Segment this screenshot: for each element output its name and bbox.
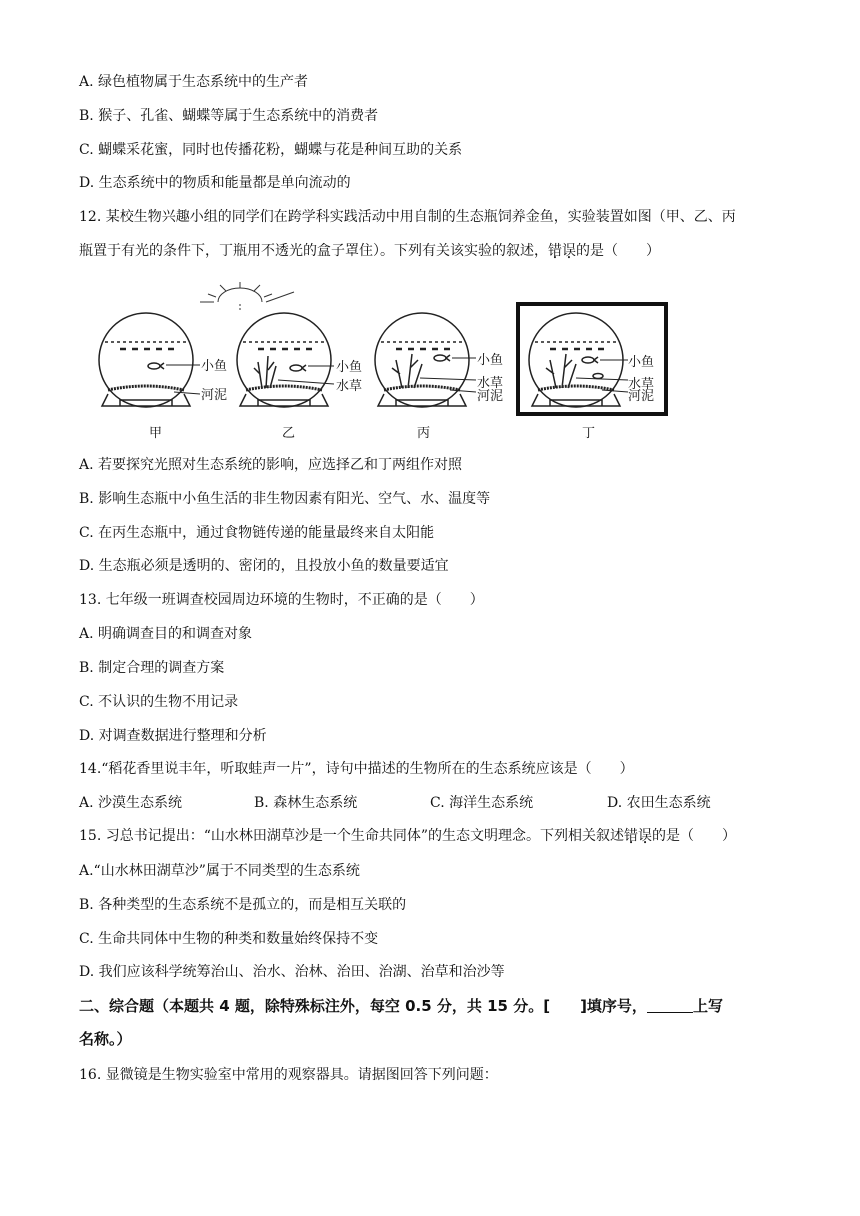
q15-emphasis-mark-1: 错 — [624, 828, 639, 844]
q11-option-b: B. 猴子、孔雀、蝴蝶等属于生态系统中的消费者 — [79, 108, 379, 124]
q15-option-c: C. 生命共同体中生物的种类和数量始终保持不变 — [79, 931, 379, 947]
label-bing-plant: 水草 — [477, 376, 504, 391]
label-yi-fish: 小鱼 — [336, 360, 363, 375]
q12-stem-line2-post: 的是（ ） — [576, 243, 660, 259]
jar-jia — [99, 313, 193, 407]
jar-bing — [375, 313, 469, 407]
section-2-heading-line1 — [79, 995, 723, 1017]
jar-caption-yi: 乙 — [282, 426, 296, 441]
q14-option-b: B. 森林生态系统 — [254, 795, 358, 811]
q12-emphasis-mark-2: 误 — [562, 243, 576, 259]
q12-option-a: A. 若要探究光照对生态系统的影响，应选择乙和丁两组作对照 — [79, 457, 463, 473]
q12-emphasis-mark-1: 错 — [548, 243, 562, 259]
section-2-heading-line2: 名称。） — [79, 1030, 132, 1048]
q13-option-b: B. 制定合理的调查方案 — [79, 660, 225, 676]
q13-option-c: C. 不认识的生物不用记录 — [79, 694, 239, 710]
label-bing-fish: 小鱼 — [477, 353, 504, 368]
q12-stem-line2-pre: 瓶置于有光的条件下，丁瓶用不透光的盒子罩住）。下列有关该实验的叙述， — [79, 243, 548, 259]
q15-option-a: A.“山水林田湖草沙”属于不同类型的生态系统 — [79, 863, 360, 879]
q15-stem — [79, 826, 736, 846]
label-bing-mud: 河泥 — [477, 389, 504, 404]
label-ding-fish: 小鱼 — [628, 355, 655, 370]
q13-stem: 13. 七年级一班调查校园周边环境的生物时，不正确的是（ ） — [79, 592, 484, 608]
label-jia-mud: 河泥 — [201, 388, 228, 403]
q12-option-c: C. 在丙生态瓶中，通过食物链传递的能量最终来自太阳能 — [79, 525, 435, 541]
q11-option-d: D. 生态系统中的物质和能量都是单向流动的 — [79, 175, 351, 191]
q15-option-b: B. 各种类型的生态系统不是孤立的，而是相互关联的 — [79, 897, 407, 913]
q14-stem: 14.“稻花香里说丰年，听取蛙声一片”，诗句中描述的生物所在的生态系统应该是（ ） — [79, 761, 634, 777]
sun-icon — [200, 282, 294, 310]
eco-bottle-figure — [90, 282, 690, 442]
q14-option-a: A. 沙漠生态系统 — [79, 795, 183, 811]
q13-option-a: A. 明确调查目的和调查对象 — [79, 626, 253, 642]
label-yi-plant: 水草 — [336, 379, 363, 394]
q15-option-d: D. 我们应该科学统筹治山、治水、治林、治田、治湖、治草和治沙等 — [79, 964, 505, 980]
section-2-heading-pre: 二、综合题（本题共 4 题，除特殊标注外，每空 0.5 分，共 15 分。[ ]填序号， — [79, 997, 647, 1015]
label-jia-fish: 小鱼 — [201, 359, 228, 374]
q15-stem-post: 的是（ ） — [652, 828, 737, 844]
q16-stem: 16. 显微镜是生物实验室中常用的观察器具。请据图回答下列问题： — [79, 1067, 498, 1083]
jar-caption-ding: 丁 — [582, 426, 596, 441]
q11-option-a: A. 绿色植物属于生态系统中的生产者 — [79, 74, 309, 90]
jar-caption-jia: 甲 — [149, 426, 163, 441]
section-2-heading-post: 上写 — [692, 997, 723, 1015]
section-2-answer-blank — [647, 998, 693, 1013]
q12-option-d: D. 生态瓶必须是透明的、密闭的，且投放小鱼的数量要适宜 — [79, 558, 449, 574]
q14-option-c: C. 海洋生态系统 — [430, 795, 534, 811]
q11-option-c: C. 蝴蝶采花蜜，同时也传播花粉，蝴蝶与花是种间互助的关系 — [79, 142, 463, 158]
q15-emphasis-mark-2: 误 — [638, 828, 653, 844]
q15-stem-pre: 15. 习总书记提出：“山水林田湖草沙是一个生命共同体”的生态文明理念。下列相关叙述 — [79, 828, 625, 844]
q12-stem-line2 — [79, 241, 660, 261]
q12-option-b: B. 影响生态瓶中小鱼生活的非生物因素有阳光、空气、水、温度等 — [79, 491, 491, 507]
q13-option-d: D. 对调查数据进行整理和分析 — [79, 728, 267, 744]
label-ding-plant: 水草 — [628, 377, 655, 392]
jar-caption-bing: 丙 — [417, 426, 431, 441]
q12-stem-line1: 12. 某校生物兴趣小组的同学们在跨学科实践活动中用自制的生态瓶饲养金鱼，实验装置如图（甲、乙、丙 — [79, 209, 736, 225]
q14-option-d: D. 农田生态系统 — [607, 795, 711, 811]
jar-yi — [237, 313, 331, 407]
label-ding-mud: 河泥 — [628, 389, 655, 404]
